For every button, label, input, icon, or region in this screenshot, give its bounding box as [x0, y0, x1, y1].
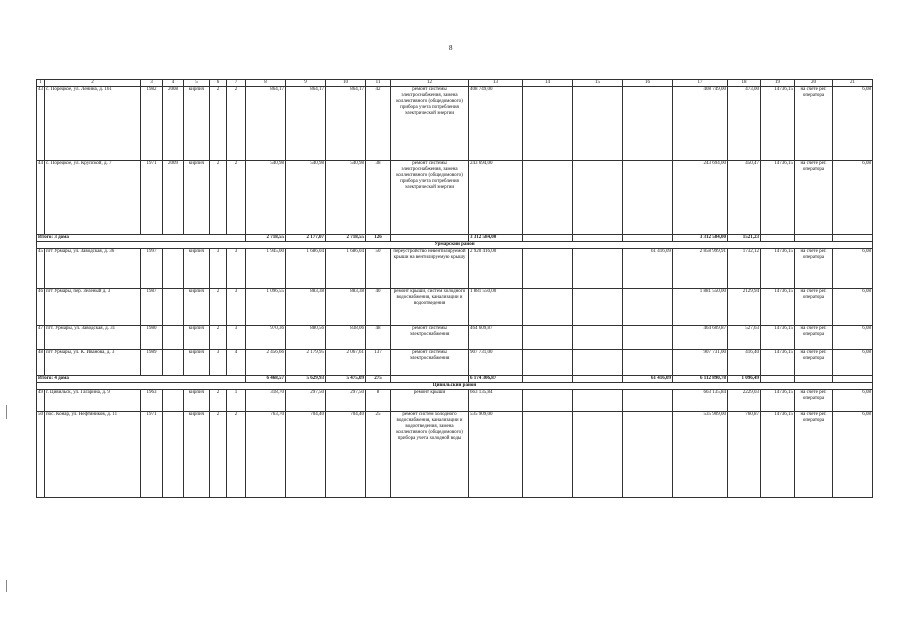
row-cell-c8: 540,98 [246, 161, 286, 235]
column-header: 20 [795, 80, 833, 87]
row-cell-c3: 1989 [141, 350, 163, 376]
total-c17: 3 312 584,00 [673, 235, 728, 242]
row-cell-c7: 2 [227, 161, 246, 235]
column-header: 2 [45, 80, 141, 87]
row-cell-c10: 864,17 [326, 87, 366, 161]
row-cell-c21: 6,08 [833, 350, 873, 376]
row-address: пгт Урмары, пер. Зеленый д. 3 [45, 289, 141, 326]
row-cell-c14 [523, 249, 573, 289]
row-cell-c20: на счете рег. оператора [795, 87, 833, 161]
row-cell-c18: 760,87 [728, 412, 761, 498]
district-row [37, 242, 873, 249]
row-cell-c12: ремонт систем холодного водоснабжения, канализации и водоотведения, замена коллективного (общедомового) прибора учета холодной воды [391, 412, 469, 498]
row-cell-c7: 3 [227, 326, 246, 350]
row-cell-c15 [573, 249, 623, 289]
row-cell-c16: 61 416,09 [623, 249, 673, 289]
total-c20 [795, 376, 833, 383]
table-row [37, 350, 873, 376]
row-cell-c18: 1732,12 [728, 249, 761, 289]
row-cell-c5: кирпич [184, 161, 210, 235]
total-label: Итого: 3 дома [37, 235, 246, 242]
table-row [37, 161, 873, 235]
row-cell-c8: 318,70 [246, 390, 286, 412]
row-cell-c5: кирпич [184, 289, 210, 326]
total-c11: 126 [366, 235, 391, 242]
row-cell-c7: 1 [227, 390, 246, 412]
total-c8: 6 468,57 [246, 376, 286, 383]
row-cell-c4 [163, 412, 184, 498]
row-cell-c18: 450,47 [728, 161, 761, 235]
total-c10: 2 718,55 [326, 235, 366, 242]
row-cell-c21: 6,08 [833, 161, 873, 235]
district-name: Урмарский район [37, 242, 873, 249]
row-cell-c8: 2 456,66 [246, 350, 286, 376]
row-cell-c16 [623, 87, 673, 161]
row-number: 48 [37, 350, 45, 376]
row-cell-c19: 14736,15 [761, 289, 795, 326]
row-cell-c14 [523, 350, 573, 376]
row-cell-c4 [163, 249, 184, 289]
column-header: 15 [573, 80, 623, 87]
column-header: 10 [326, 80, 366, 87]
row-cell-c11: 8 [366, 390, 391, 412]
row-cell-c3: 1980 [141, 326, 163, 350]
row-cell-c9: 540,98 [286, 161, 326, 235]
row-cell-c8: 1 945,00 [246, 249, 286, 289]
row-cell-c15 [573, 412, 623, 498]
total-row [37, 235, 873, 242]
table-body [37, 80, 873, 498]
row-cell-c4 [163, 350, 184, 376]
row-cell-c14 [523, 390, 573, 412]
row-cell-c21: 6,08 [833, 289, 873, 326]
row-cell-c11: 40 [366, 289, 391, 326]
row-cell-c20: на счете рег. оператора [795, 412, 833, 498]
column-header: 6 [210, 80, 227, 87]
column-header: 17 [673, 80, 728, 87]
row-cell-c3: 1971 [141, 412, 163, 498]
row-cell-c20: на счете рег. оператора [795, 350, 833, 376]
row-cell-c3: 1987 [141, 289, 163, 326]
row-number: 43 [37, 87, 45, 161]
row-cell-c12: ремонт системы электроснабжения [391, 350, 469, 376]
row-number: 50 [37, 412, 45, 498]
row-number: 46 [37, 289, 45, 326]
row-cell-c18: 416,40 [728, 350, 761, 376]
row-cell-c14 [523, 161, 573, 235]
row-cell-c19: 14736,15 [761, 350, 795, 376]
row-cell-c8: 864,17 [246, 87, 286, 161]
register-table [36, 79, 873, 498]
total-c17: 6 112 890,78 [673, 376, 728, 383]
row-cell-c3: 1971 [141, 161, 163, 235]
column-header: 9 [286, 80, 326, 87]
row-cell-c19: 14736,15 [761, 87, 795, 161]
row-cell-c16 [623, 390, 673, 412]
row-cell-c17: 1 881 550,00 [673, 289, 728, 326]
row-cell-c9: 297,50 [286, 390, 326, 412]
column-header: 1 [37, 80, 45, 87]
total-c18: 1521,23 [728, 235, 761, 242]
total-c19 [761, 376, 795, 383]
row-number: 49 [37, 390, 45, 412]
row-cell-c5: кирпич [184, 87, 210, 161]
row-cell-c12: ремонт системы электроснабжения [391, 326, 469, 350]
row-cell-c6: 2 [210, 412, 227, 498]
row-cell-c6: 2 [210, 87, 227, 161]
row-cell-c9: 883,38 [286, 289, 326, 326]
row-cell-c17: 464 609,87 [673, 326, 728, 350]
row-cell-c12: ремонт крыши [391, 390, 469, 412]
row-cell-c16 [623, 289, 673, 326]
row-cell-c5: кирпич [184, 326, 210, 350]
row-cell-c19: 14736,15 [761, 390, 795, 412]
row-cell-c4 [163, 326, 184, 350]
table-row [37, 326, 873, 350]
row-cell-c6: 2 [210, 289, 227, 326]
row-cell-c21: 6,08 [833, 326, 873, 350]
row-cell-c14 [523, 87, 573, 161]
row-cell-c6: 2 [210, 326, 227, 350]
column-header: 16 [623, 80, 673, 87]
row-cell-c13: 907 731,00 [469, 350, 523, 376]
row-cell-c17: 243 694,00 [673, 161, 728, 235]
row-cell-c4 [163, 289, 184, 326]
total-c11: 275 [366, 376, 391, 383]
total-c9: 5 629,93 [286, 376, 326, 383]
row-cell-c7: 2 [227, 87, 246, 161]
row-cell-c16 [623, 326, 673, 350]
margin-mark [6, 405, 7, 419]
row-cell-c17: 907 731,00 [673, 350, 728, 376]
column-header: 8 [246, 80, 286, 87]
row-cell-c11: 48 [366, 326, 391, 350]
row-cell-c3: 1963 [141, 390, 163, 412]
row-cell-c17: 408 749,00 [673, 87, 728, 161]
row-cell-c7: 3 [227, 249, 246, 289]
row-cell-c13: 1 881 550,00 [469, 289, 523, 326]
table-row [37, 249, 873, 289]
row-cell-c20: на счете рег. оператора [795, 390, 833, 412]
row-cell-c10: 1 686,04 [326, 249, 366, 289]
row-cell-c19: 14736,15 [761, 249, 795, 289]
column-header: 21 [833, 80, 873, 87]
row-cell-c15 [573, 350, 623, 376]
row-cell-c21: 6,08 [833, 87, 873, 161]
row-cell-c12: ремонт системы электроснабжения, замена коллективного (общедомового) прибора учета потребления электрической энергии [391, 161, 469, 235]
row-cell-c9: 2 179,95 [286, 350, 326, 376]
column-header: 7 [227, 80, 246, 87]
row-cell-c11: 42 [366, 87, 391, 161]
row-cell-c11: 25 [366, 412, 391, 498]
row-cell-c14 [523, 289, 573, 326]
row-cell-c15 [573, 161, 623, 235]
row-cell-c10: 2 067,61 [326, 350, 366, 376]
row-cell-c15 [573, 289, 623, 326]
table-row [37, 390, 873, 412]
row-cell-c15 [573, 87, 623, 161]
row-cell-c9: 1 686,04 [286, 249, 326, 289]
row-cell-c12: ремонт системы электроснабжения, замена коллективного (общедомового) прибора учета потребления электрической энергии [391, 87, 469, 161]
row-number: 47 [37, 326, 45, 350]
row-cell-c17: 535 909,00 [673, 412, 728, 498]
row-cell-c13: 408 749,00 [469, 87, 523, 161]
row-cell-c5: кирпич [184, 350, 210, 376]
district-name: Цивильский район [37, 383, 873, 390]
total-c14 [523, 235, 573, 242]
total-c9: 2 177,07 [286, 235, 326, 242]
row-cell-c14 [523, 412, 573, 498]
row-cell-c6: 3 [210, 350, 227, 376]
row-cell-c10: 540,98 [326, 161, 366, 235]
row-cell-c19: 14736,15 [761, 326, 795, 350]
total-c21 [833, 235, 873, 242]
row-cell-c7: 3 [227, 289, 246, 326]
total-label: Итого: 4 дома [37, 376, 246, 383]
row-cell-c17: 663 135,84 [673, 390, 728, 412]
row-cell-c16 [623, 412, 673, 498]
row-cell-c20: на счете рег. оператора [795, 326, 833, 350]
row-cell-c16 [623, 350, 673, 376]
row-cell-c10: 838,06 [326, 326, 366, 350]
table-row [37, 87, 873, 161]
total-c18: 1 096,49 [728, 376, 761, 383]
page-number: 8 [449, 44, 453, 52]
row-cell-c11: 50 [366, 249, 391, 289]
row-cell-c16 [623, 161, 673, 235]
total-c21 [833, 376, 873, 383]
row-cell-c12: ремонт крыши, систем холодного водоснабжения, канализации и водоотведения [391, 289, 469, 326]
column-header: 3 [141, 80, 163, 87]
row-cell-c11: 38 [366, 161, 391, 235]
column-header: 4 [163, 80, 184, 87]
row-cell-c18: 527,63 [728, 326, 761, 350]
row-cell-c13: 2 920 416,00 [469, 249, 523, 289]
row-cell-c20: на счете рег. оператора [795, 289, 833, 326]
district-row [37, 383, 873, 390]
table-row [37, 289, 873, 326]
column-header: 14 [523, 80, 573, 87]
row-cell-c5: кирпич [184, 249, 210, 289]
column-header: 19 [761, 80, 795, 87]
row-cell-c15 [573, 326, 623, 350]
row-cell-c7: 4 [227, 350, 246, 376]
row-cell-c15 [573, 390, 623, 412]
row-cell-c10: 297,50 [326, 390, 366, 412]
total-c20 [795, 235, 833, 242]
row-cell-c6: 3 [210, 249, 227, 289]
table-row [37, 412, 873, 498]
row-cell-c8: 1 096,55 [246, 289, 286, 326]
row-cell-c10: 704,40 [326, 412, 366, 498]
row-address: пгт. Урмары, ул. Заводская, д. 31 [45, 326, 141, 350]
row-cell-c3: 1982 [141, 87, 163, 161]
row-cell-c20: на счете рег. оператора [795, 161, 833, 235]
row-cell-c13: 663 135,84 [469, 390, 523, 412]
row-cell-c3: 1997 [141, 249, 163, 289]
row-address: пгт Урмары, ул. К. Иванова, д. 3 [45, 350, 141, 376]
total-c13: 6 174 306,87 [469, 376, 523, 383]
column-header: 12 [391, 80, 469, 87]
row-cell-c6: 2 [210, 161, 227, 235]
row-address: с. Порецкое, ул. Ленина, д. 161 [45, 87, 141, 161]
total-c8: 2 718,55 [246, 235, 286, 242]
row-cell-c13: 535 909,00 [469, 412, 523, 498]
column-header: 13 [469, 80, 523, 87]
row-cell-c9: 864,17 [286, 87, 326, 161]
row-cell-c21: 6,08 [833, 390, 873, 412]
total-c10: 5 475,09 [326, 376, 366, 383]
row-cell-c17: 2 858 999,91 [673, 249, 728, 289]
row-cell-c13: 464 609,87 [469, 326, 523, 350]
row-cell-c14 [523, 326, 573, 350]
row-cell-c18: 2129,94 [728, 289, 761, 326]
row-cell-c20: на счете рег. оператора [795, 249, 833, 289]
header-row [37, 80, 873, 87]
row-number: 45 [37, 249, 45, 289]
row-address: пгт Урмары, ул. Заводская, д. 36 [45, 249, 141, 289]
row-address: пос. Конар, ул. Нефтяников, д. 11 [45, 412, 141, 498]
column-header: 18 [728, 80, 761, 87]
total-c13: 3 312 584,00 [469, 235, 523, 242]
margin-mark [6, 580, 7, 592]
row-cell-c4: 2009 [163, 161, 184, 235]
row-cell-c10: 883,38 [326, 289, 366, 326]
total-c12 [391, 376, 469, 383]
row-cell-c13: 243 694,00 [469, 161, 523, 235]
row-cell-c18: 473,00 [728, 87, 761, 161]
row-cell-c19: 14736,15 [761, 161, 795, 235]
total-c16: 61 416,09 [623, 376, 673, 383]
total-c19 [761, 235, 795, 242]
row-cell-c21: 6,08 [833, 249, 873, 289]
row-address: г. Цивильск, ул. Гагарина, д. 9 [45, 390, 141, 412]
row-cell-c4: 2008 [163, 87, 184, 161]
row-cell-c9: 704,40 [286, 412, 326, 498]
row-cell-c4 [163, 390, 184, 412]
total-row [37, 376, 873, 383]
row-cell-c5: кирпич [184, 412, 210, 498]
row-cell-c9: 880,56 [286, 326, 326, 350]
total-c12 [391, 235, 469, 242]
row-cell-c21: 6,08 [833, 412, 873, 498]
row-cell-c19: 14736,15 [761, 412, 795, 498]
total-c15 [573, 235, 623, 242]
row-cell-c6: 2 [210, 390, 227, 412]
row-cell-c8: 970,36 [246, 326, 286, 350]
row-cell-c7: 2 [227, 412, 246, 498]
total-c16 [623, 235, 673, 242]
row-cell-c5: кирпич [184, 390, 210, 412]
row-cell-c18: 2229,03 [728, 390, 761, 412]
row-cell-c11: 137 [366, 350, 391, 376]
row-cell-c8: 763,70 [246, 412, 286, 498]
total-c15 [573, 376, 623, 383]
column-header: 5 [184, 80, 210, 87]
column-header: 11 [366, 80, 391, 87]
row-number: 44 [37, 161, 45, 235]
row-address: с. Порецкое, ул. Крупской, д. 7 [45, 161, 141, 235]
row-cell-c12: переустройство невентилируемой крыши на вентилируемую крышу [391, 249, 469, 289]
total-c14 [523, 376, 573, 383]
